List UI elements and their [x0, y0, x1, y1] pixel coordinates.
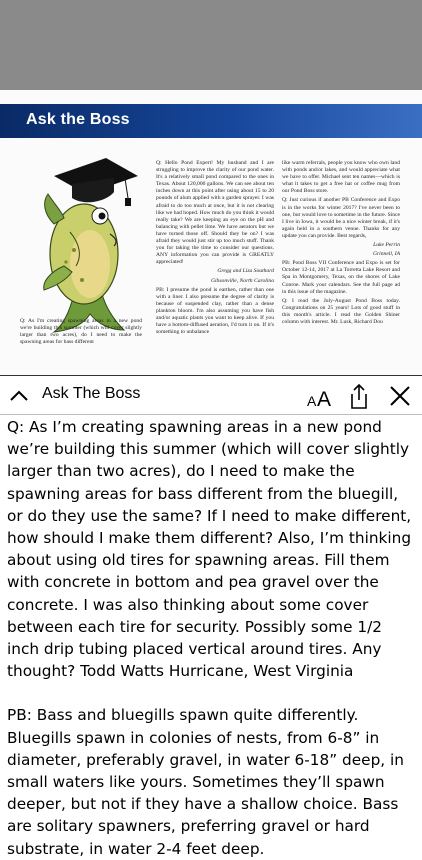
magazine-col3-answer: PB: Pond Boss VII Conference and Expo is set for October 12-14, 2017 at La Torretta Lake Resort and Spa in Montgomery, Texas, on the shores of Lake Conroe. Mark your calendars. See the full page ad in this issue of the magazine. — [282, 260, 400, 295]
section-banner-title: Ask the Boss — [26, 111, 130, 128]
magazine-col3-text: like warm referrals, people you know who own land with ponds and/or lakes, and would appreciate what we have to offer. Michael sent ten names—which is what it takes to get a free hat or coffee mug from our Pond Boss store. — [282, 160, 400, 195]
article-body[interactable] — [0, 415, 422, 858]
magazine-col2-signature-place: Gibsonville, North Carolina — [210, 277, 274, 284]
magazine-col2-signature-name: Gregg and Liza Southard — [217, 268, 274, 275]
chevron-up-icon[interactable] — [8, 385, 30, 407]
top-gray-strip — [0, 0, 422, 90]
magazine-column-3 — [282, 160, 400, 375]
magazine-page[interactable] — [0, 90, 422, 375]
magazine-column-1 — [20, 318, 142, 375]
article-paragraph-answer: PB: Bass and bluegills spawn quite differently. Bluegills spawn in colonies of nests, from 6-8” in diameter, preferably gravel, in water 6-18” deep, in small waters like yours. Sometimes they’ll spawn deeper, but not if they have a shallow choice. Bass are solitary spawners, preferring gravel or hard substrate, in water 2-4 feet deep. — [7, 706, 404, 858]
magazine-col1-text: Q: As I'm creating spawning areas in a new pond we're building this summer (which will cover slightly larger than two acres), do I need to make the spawning areas for bass different — [20, 318, 142, 346]
magazine-col2-question: Q: Hello Pond Expert! My husband and I are struggling to improve the clarity of our pond water. It's a relatively small pond compared to the ones in Texas. About 120,000 gallons. We can see about ten inches down at this point after using about 15 to 20 pounds of alum applied with a garden sprayer. I was afraid to do too much at once, but it is not clearing like we had hoped. How much do you think it would really take? We are keeping an eye on the pH and balancing with pellet lime. We have aerators but we have turned those off. Should they be on? I was afraid they would just stir up too much stuff. Thank you for taking the time to consider our questions. ANY information you can provide is GREATLY appreciated! — [156, 160, 274, 266]
magazine-col3-signature-place: Grinnell, IA — [372, 251, 400, 258]
font-size-icon-large-letter: A — [317, 388, 332, 411]
magazine-col3-signature-name: Luke Perrin — [373, 242, 400, 249]
article-paragraph-question: Q: As I’m creating spawning areas in a new pond we’re building this summer (which will cover slightly larger than two acres), do I need to make the spawning areas for bass different from the bluegill, or do they use the same? If I need to make different, how should I make them different? Also, I’m thinking about using old tires for spawning areas. Fill them with concrete in bottom and pea gravel over the concrete. I was also thinking about some cover between each tire for security. Possibly some 1/2 inch drip tubing placed vertical around tires. Any thought? Todd Watts Hurricane, West Virginia — [7, 418, 412, 681]
font-size-icon[interactable] — [306, 384, 336, 410]
magazine-col3-question-2: Q: I read the July-August Pond Boss today. Congratulations on 25 years! Lots of good stuff in this month's article. I read the Golden Shiner column with interest. Mr. Lusk, Richard Dou — [282, 297, 400, 325]
magazine-col3-question: Q: Just curious if another PB Conference and Expo is in the works for winter 2017? I've never been to one, but would love to sometime in the future. Since I live in Iowa, it would be a nice winter break, if it's again held in a southern venue. Thanks for any update you can provide. Best regards, — [282, 197, 400, 239]
fish-mascot-illustration — [14, 154, 140, 334]
reader-toolbar — [0, 375, 422, 415]
magazine-col2-answer: PB: I presume the pond is earthen, rather than one with a liner. I also presume the degree of clarity is because of suspended clay, rather than a dense plankton bloom. I'm also assuming you have fish and/or aquatic plants you want to keep alive. If you have a bottom-diffused aeration, I'd turn it on. If it's something to unbalance — [156, 286, 274, 336]
close-icon[interactable] — [388, 384, 412, 408]
article-title: Ask The Boss — [42, 385, 141, 402]
section-banner — [0, 104, 422, 138]
magazine-column-2 — [156, 160, 274, 375]
font-size-icon-small-letter: A — [307, 393, 317, 409]
share-icon[interactable] — [348, 382, 370, 410]
